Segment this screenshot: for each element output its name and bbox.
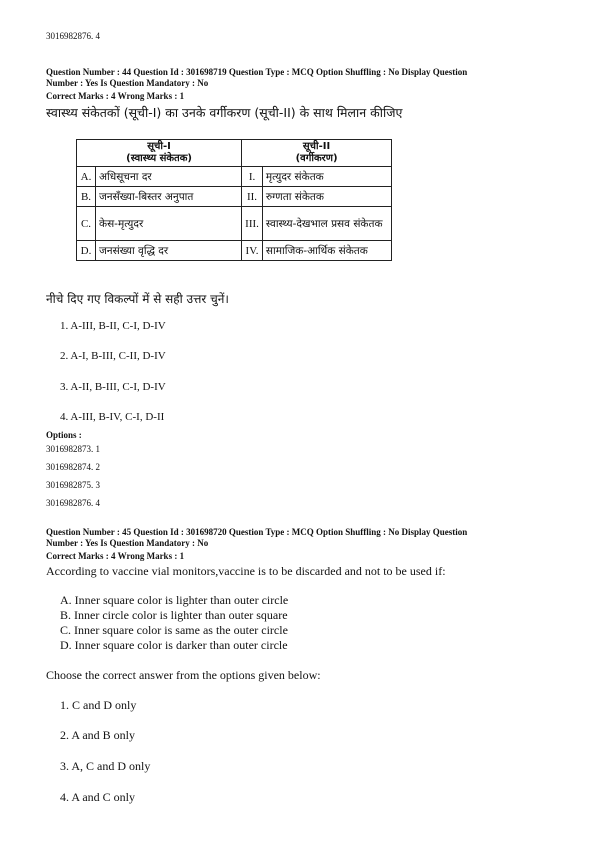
list1-subheader: (स्वास्थ्य संकेतक) bbox=[126, 153, 192, 164]
option-id-2: 3016982874. 2 bbox=[46, 462, 100, 472]
q45-statement-c: C. Inner square color is same as the outer circle bbox=[60, 623, 288, 637]
q45-statement-b: B. Inner circle color is lighter than outer square bbox=[60, 608, 288, 622]
q44-marks: Correct Marks : 4 Wrong Marks : 1 bbox=[46, 91, 185, 101]
list1-value: अधिसूचना दर bbox=[96, 167, 242, 187]
page-header: 3016982876. 4 bbox=[46, 31, 100, 41]
list1-value: जनसंख्या वृद्धि दर bbox=[96, 241, 242, 261]
q44-choice-3: 3. A-II, B-III, C-I, D-IV bbox=[60, 381, 166, 393]
option-id-3: 3016982875. 3 bbox=[46, 480, 100, 490]
list2-header: सूची-II bbox=[302, 141, 331, 152]
list2-key: I. bbox=[242, 167, 263, 187]
q45-instruction: Choose the correct answer from the options given below: bbox=[46, 668, 321, 682]
list2-key: II. bbox=[242, 187, 263, 207]
list2-header-cell bbox=[242, 140, 392, 167]
list1-header: सूची-I bbox=[147, 141, 171, 152]
q44-question: स्वास्थ्य संकेतकों (सूची-I) का उनके वर्गीकरण (सूची-II) के साथ मिलान कीजिए bbox=[46, 105, 403, 120]
list1-header-cell bbox=[77, 140, 242, 167]
option-id-4: 3016982876. 4 bbox=[46, 498, 100, 508]
q45-statement-d: D. Inner square color is darker than outer circle bbox=[60, 638, 288, 652]
list2-value: सामाजिक-आर्थिक संकेतक bbox=[262, 241, 391, 261]
q45-marks: Correct Marks : 4 Wrong Marks : 1 bbox=[46, 551, 185, 561]
options-label: Options : bbox=[46, 430, 82, 440]
q45-choice-1: 1. C and D only bbox=[60, 698, 137, 712]
q45-question: According to vaccine vial monitors,vaccine is to be discarded and not to be used if: bbox=[46, 564, 446, 578]
q45-choice-3: 3. A, C and D only bbox=[60, 759, 151, 773]
q45-choice-4: 4. A and C only bbox=[60, 790, 136, 804]
q45-statement-a: A. Inner square color is lighter than outer circle bbox=[60, 593, 289, 607]
list2-value: स्वास्थ्य-देखभाल प्रसव संकेतक bbox=[262, 207, 391, 241]
q45-choice-2: 2. A and B only bbox=[60, 728, 136, 742]
q45-meta-line2: Number : Yes Is Question Mandatory : No bbox=[46, 538, 209, 548]
q44-choice-4: 4. A-III, B-IV, C-I, D-II bbox=[60, 411, 165, 423]
q44-instruction: नीचे दिए गए विकल्पों में से सही उत्तर चुनें। bbox=[46, 292, 229, 306]
table-row bbox=[77, 167, 392, 187]
list1-value: केस-मृत्युदर bbox=[96, 207, 242, 241]
list1-key: B. bbox=[77, 187, 96, 207]
table-row bbox=[77, 241, 392, 261]
list1-key: D. bbox=[77, 241, 96, 261]
list2-key: IV. bbox=[242, 241, 263, 261]
q44-choice-1: 1. A-III, B-II, C-I, D-IV bbox=[60, 320, 166, 332]
list1-value: जनसँख्या-बिस्तर अनुपात bbox=[96, 187, 242, 207]
q44-meta-line2: Number : Yes Is Question Mandatory : No bbox=[46, 78, 209, 88]
table-row bbox=[77, 207, 392, 241]
match-table-header-row bbox=[77, 140, 392, 167]
match-table bbox=[76, 139, 392, 261]
q44-meta-line1: Question Number : 44 Question Id : 301698719 Question Type : MCQ Option Shuffling : No Display Question bbox=[46, 67, 468, 77]
q45-meta-line1: Question Number : 45 Question Id : 301698720 Question Type : MCQ Option Shuffling : No Display Question bbox=[46, 527, 468, 537]
option-id-1: 3016982873. 1 bbox=[46, 444, 100, 454]
list2-value: मृत्युदर संकेतक bbox=[262, 167, 391, 187]
list1-key: C. bbox=[77, 207, 96, 241]
table-row bbox=[77, 187, 392, 207]
list2-subheader: (वर्गीकरण) bbox=[295, 153, 338, 164]
list2-value: रुग्णता संकेतक bbox=[262, 187, 391, 207]
list2-key: III. bbox=[242, 207, 263, 241]
q44-choice-2: 2. A-I, B-III, C-II, D-IV bbox=[60, 350, 166, 362]
list1-key: A. bbox=[77, 167, 96, 187]
